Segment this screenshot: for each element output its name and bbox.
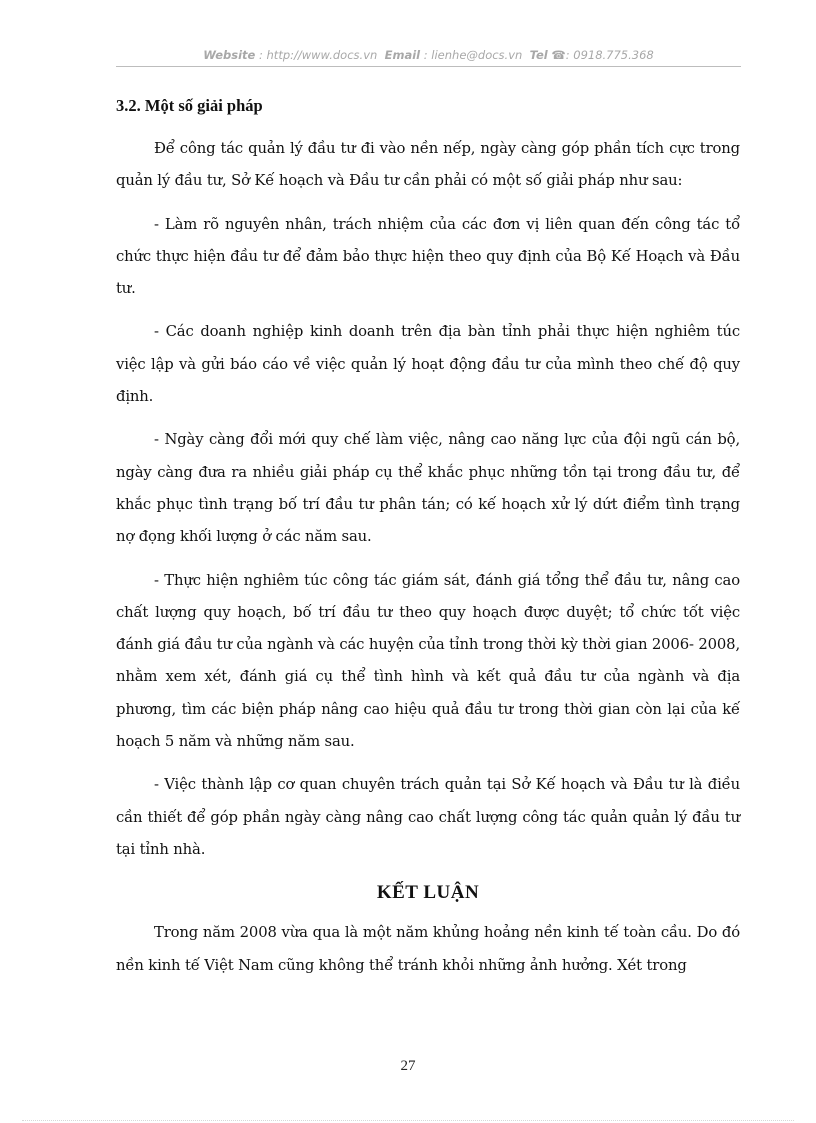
conclusion-heading: KẾT LUẬN (376, 882, 480, 904)
paragraph: - Các doanh nghiệp kinh doanh trên địa bàn tỉnh phải thực hiện nghiêm túc việc lập và gửi báo cáo về việc quản lý hoạt động đầu tư của mình theo chế độ quy định. (116, 323, 740, 406)
website-url[interactable]: http://www.docs.vn (266, 48, 378, 62)
paragraph: - Thực hiện nghiêm túc công tác giám sát, đánh giá tổng thể đầu tư, nâng cao chất lượng quy hoạch, bố trí đầu tư theo quy hoạch được duyệt; tổ chức tốt việc đánh giá đầu tư của ngành và các huyện của tỉnh trong thời kỳ thời gian 2006- 2008, nhằm xem xét, đánh giá cụ thể tình hình và kết quả đầu tư của ngành và địa phương, tìm các biện pháp nâng cao hiệu quả đầu tư trong thời gian còn lại của kế hoạch 5 năm và những năm sau. (116, 571, 740, 751)
page-header (116, 48, 741, 62)
section-heading: 3.2. Một số giải pháp (116, 96, 263, 115)
header-divider (116, 66, 741, 67)
paragraph: Để công tác quản lý đầu tư đi vào nền nếp, ngày càng góp phần tích cực trong quản lý đầu tư, Sở Kế hoạch và Đầu tư cần phải có một số giải pháp như sau: (116, 140, 740, 190)
page-body (116, 92, 740, 993)
paragraph: - Ngày càng đổi mới quy chế làm việc, nâng cao năng lực của đội ngũ cán bộ, ngày càng đưa ra nhiều giải pháp cụ thể khắc phục những tồn tại trong đầu tư, để khắc phục tình trạng bố trí đầu tư phân tán; có kế hoạch xử lý dứt điểm tình trạng nợ đọng khối lượng ở các năm sau. (116, 431, 740, 546)
conclusion-paragraph: Trong năm 2008 vừa qua là một năm khủng hoảng nền kinh tế toàn cầu. Do đó nền kinh tế Việt Nam cũng không thể tránh khỏi những ảnh hưởng. Xét trong (116, 924, 740, 974)
footer-divider (22, 1120, 794, 1121)
phone-icon: ☎ (551, 48, 566, 62)
email-separator: : (420, 48, 432, 62)
email-address[interactable]: lienhe@docs.vn (431, 48, 523, 62)
website-label: Website (203, 48, 256, 62)
page-number: 27 (400, 1058, 416, 1074)
tel-label: Tel (529, 48, 548, 62)
email-label: Email (384, 48, 421, 62)
paragraph: - Việc thành lập cơ quan chuyên trách quản tại Sở Kế hoạch và Đầu tư là điều cần thiết để góp phần ngày càng nâng cao chất lượng công tác quản quản lý đầu tư tại tỉnh nhà. (116, 776, 740, 858)
website-separator: : (255, 48, 267, 62)
paragraph: - Làm rõ nguyên nhân, trách nhiệm của các đơn vị liên quan đến công tác tổ chức thực hiện đầu tư để đảm bảo thực hiện theo quy định của Bộ Kế Hoạch và Đầu tư. (116, 215, 740, 298)
phone-number: : 0918.775.368 (565, 48, 654, 62)
